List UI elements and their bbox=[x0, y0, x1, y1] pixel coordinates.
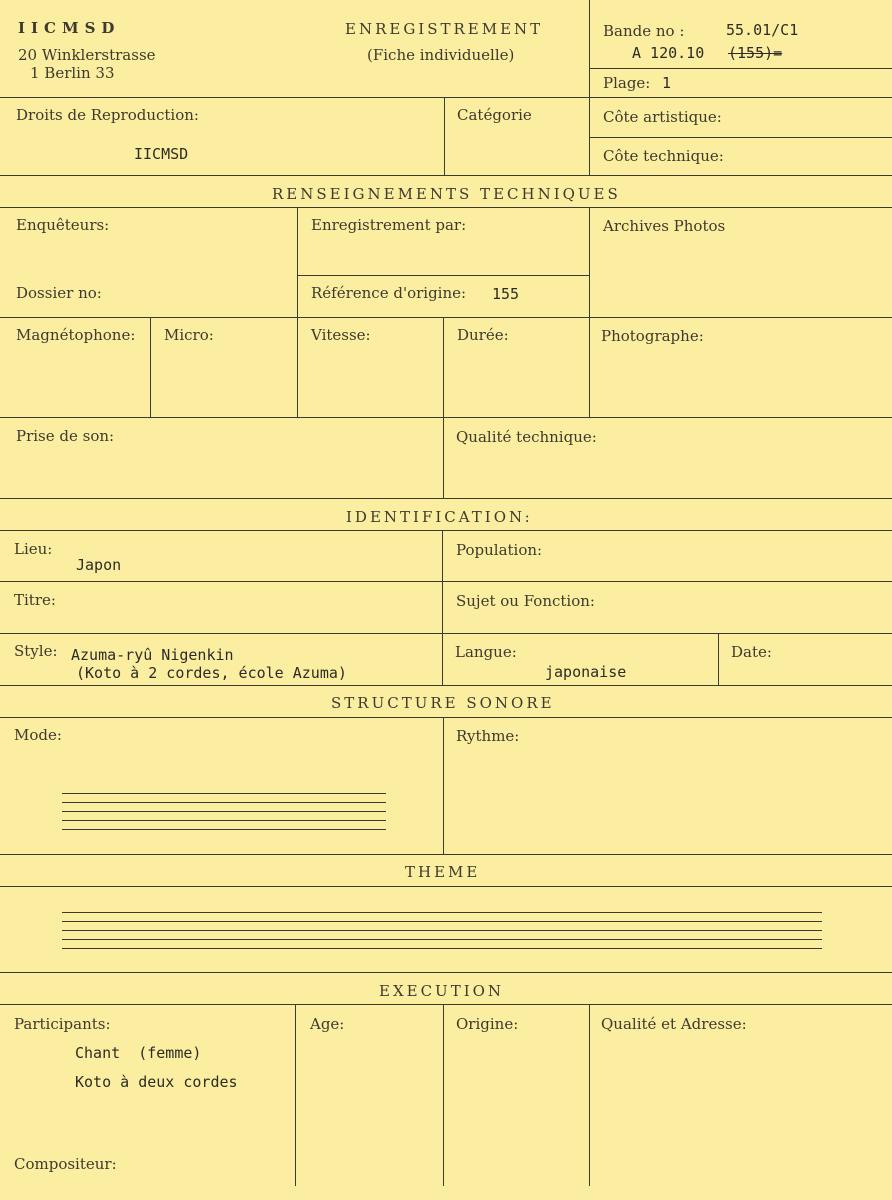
mode-label: Mode: bbox=[14, 726, 62, 744]
rule-v-header bbox=[589, 0, 590, 175]
population-label: Population: bbox=[456, 541, 543, 559]
compositeur-label: Compositeur: bbox=[14, 1155, 117, 1173]
cote-artistique-label: Côte artistique: bbox=[603, 108, 722, 126]
rule-cote-mid bbox=[589, 137, 892, 138]
rule-enreg-par-bottom bbox=[297, 275, 589, 276]
theme-staff-line bbox=[62, 930, 822, 931]
rule-v-photographe bbox=[589, 317, 590, 417]
theme-staff-line bbox=[62, 939, 822, 940]
style-value-1: Azuma-ryû Nigenkin bbox=[71, 646, 234, 664]
mode-staff-line bbox=[62, 829, 386, 830]
rule-prise-bottom bbox=[0, 498, 892, 499]
rule-v-date bbox=[718, 633, 719, 685]
age-label: Age: bbox=[310, 1015, 345, 1033]
rule-tech-title-bottom bbox=[0, 207, 892, 208]
rule-theme-title-bottom bbox=[0, 886, 892, 887]
prise-de-son-label: Prise de son: bbox=[16, 427, 115, 445]
dossier-label: Dossier no: bbox=[16, 284, 102, 302]
rule-theme-bottom bbox=[0, 972, 892, 973]
enregistrement-par-label: Enregistrement par: bbox=[311, 216, 467, 234]
theme-staff-line bbox=[62, 948, 822, 949]
duree-label: Durée: bbox=[457, 326, 509, 344]
section-title-identification: IDENTIFICATION: bbox=[346, 508, 533, 526]
form-title: ENREGISTREMENT bbox=[345, 20, 544, 38]
rule-v-qualite-adresse bbox=[589, 1004, 590, 1186]
rule-header-bottom bbox=[0, 97, 892, 98]
mode-staff-line bbox=[62, 793, 386, 794]
participant-item: Chant (femme) bbox=[75, 1044, 202, 1062]
photographe-label: Photographe: bbox=[601, 327, 704, 345]
rule-style-bottom bbox=[0, 685, 892, 686]
droits-value: IICMSD bbox=[134, 145, 189, 163]
cote-technique-label: Côte technique: bbox=[603, 147, 724, 165]
lieu-value: Japon bbox=[76, 556, 122, 574]
droits-label: Droits de Reproduction: bbox=[16, 106, 199, 124]
style-value-2: (Koto à 2 cordes, école Azuma) bbox=[76, 664, 347, 682]
micro-label: Micro: bbox=[164, 326, 214, 344]
section-title-structure: STRUCTURE SONORE bbox=[331, 694, 555, 712]
rule-v-enreg bbox=[297, 207, 298, 317]
rule-rights-bottom bbox=[0, 175, 892, 176]
rule-v-rythme bbox=[443, 717, 444, 854]
mode-staff-line bbox=[62, 802, 386, 803]
origine-label: Origine: bbox=[456, 1015, 519, 1033]
qualite-adresse-label: Qualité et Adresse: bbox=[601, 1015, 747, 1033]
address-line-2: 1 Berlin 33 bbox=[30, 64, 115, 82]
mode-staff-line bbox=[62, 820, 386, 821]
org-logo: IICMSD bbox=[18, 19, 121, 37]
qualite-technique-label: Qualité technique: bbox=[456, 428, 597, 446]
rule-mode-bottom bbox=[0, 854, 892, 855]
rythme-label: Rythme: bbox=[456, 727, 520, 745]
reference-label: Référence d'origine: bbox=[311, 284, 467, 302]
rule-lieu-bottom bbox=[0, 581, 892, 582]
titre-label: Titre: bbox=[14, 591, 56, 609]
rule-magneto-bottom bbox=[0, 417, 892, 418]
rule-dossier-bottom bbox=[0, 317, 892, 318]
rule-bande-bottom bbox=[589, 68, 892, 69]
rule-v-origine bbox=[443, 1004, 444, 1186]
rule-v-duree bbox=[443, 317, 444, 417]
section-title-execution: EXECUTION bbox=[379, 982, 505, 1000]
rule-ident-title-bottom bbox=[0, 530, 892, 531]
rule-exec-title-bottom bbox=[0, 1004, 892, 1005]
rule-v-categorie bbox=[444, 97, 445, 175]
rule-v-archives bbox=[589, 207, 590, 317]
address-line-1: 20 Winklerstrasse bbox=[18, 46, 156, 64]
rule-titre-bottom bbox=[0, 633, 892, 634]
bande-value: 55.01/C1 bbox=[726, 21, 799, 39]
section-title-technique: RENSEIGNEMENTS TECHNIQUES bbox=[272, 185, 621, 203]
lieu-label: Lieu: bbox=[14, 540, 53, 558]
form-subtitle: (Fiche individuelle) bbox=[367, 46, 515, 64]
plage-label: Plage: bbox=[603, 74, 651, 92]
sujet-label: Sujet ou Fonction: bbox=[456, 592, 595, 610]
participants-label: Participants: bbox=[14, 1015, 111, 1033]
rule-v-ident bbox=[442, 530, 443, 685]
rule-v-vitesse bbox=[297, 317, 298, 417]
archives-photos-label: Archives Photos bbox=[603, 217, 726, 235]
mode-staff-line bbox=[62, 811, 386, 812]
langue-value: japonaise bbox=[545, 663, 627, 681]
bande-struck-value: (155)= bbox=[728, 44, 783, 62]
date-label: Date: bbox=[731, 643, 772, 661]
rule-v-age bbox=[295, 1004, 296, 1186]
theme-staff-line bbox=[62, 912, 822, 913]
vitesse-label: Vitesse: bbox=[311, 326, 371, 344]
rule-v-qualite-tech bbox=[443, 417, 444, 498]
magnetophone-label: Magnétophone: bbox=[16, 326, 136, 344]
plage-value: 1 bbox=[662, 74, 672, 92]
langue-label: Langue: bbox=[455, 643, 517, 661]
bande-label: Bande no : bbox=[603, 22, 685, 40]
theme-staff-line bbox=[62, 921, 822, 922]
style-label: Style: bbox=[14, 642, 58, 660]
rule-structure-title-bottom bbox=[0, 717, 892, 718]
participant-item: Koto à deux cordes bbox=[75, 1073, 238, 1091]
categorie-label: Catégorie bbox=[457, 106, 532, 124]
section-title-theme: THEME bbox=[405, 863, 481, 881]
enqueteurs-label: Enquêteurs: bbox=[16, 216, 110, 234]
reference-value: 155 bbox=[492, 285, 520, 303]
rule-v-micro bbox=[150, 317, 151, 417]
bande-value-2: A 120.10 bbox=[632, 44, 705, 62]
